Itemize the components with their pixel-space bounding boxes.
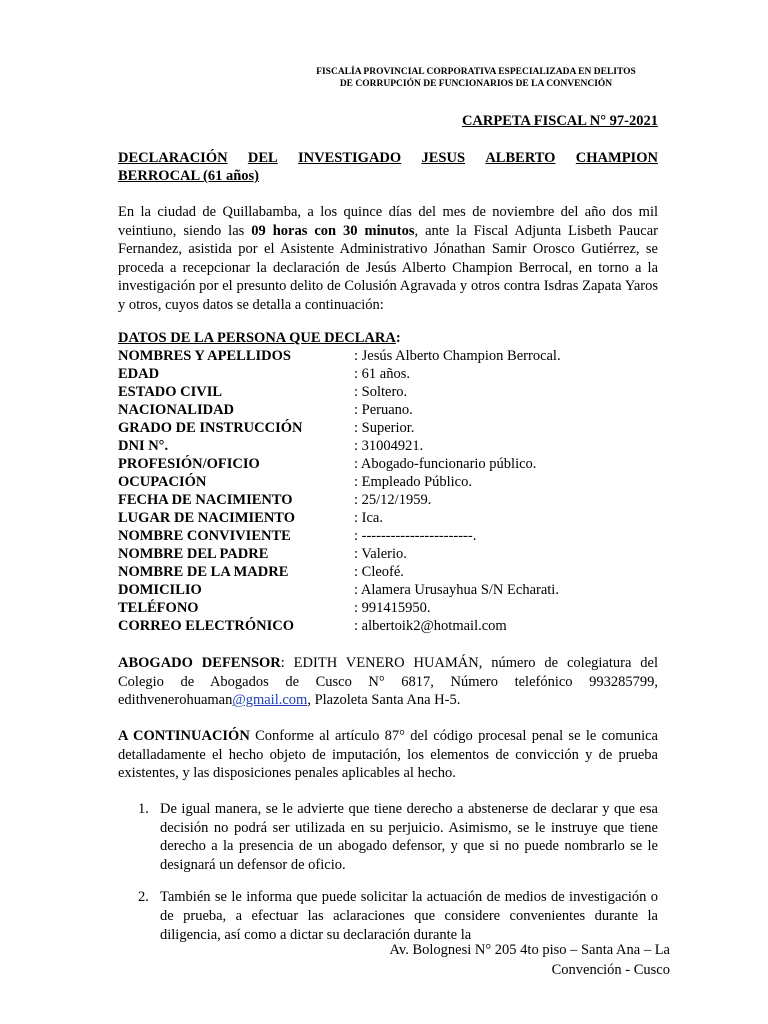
- title-line-2: BERROCAL (61 años): [118, 168, 259, 184]
- case-number: CARPETA FISCAL N° 97-2021: [461, 113, 658, 129]
- title-line-1: [118, 149, 658, 167]
- field-row: [118, 545, 658, 563]
- field-row: [118, 473, 658, 491]
- field-value: : Cleofé.: [354, 564, 404, 580]
- title-word: INVESTIGADO: [298, 150, 402, 166]
- title-word: JESUS: [421, 150, 466, 166]
- field-label: TELÉFONO: [118, 600, 199, 616]
- field-row: [118, 383, 658, 401]
- footer-address-line-2: Convención - Cusco: [551, 962, 670, 978]
- field-value: : albertoik2@hotmail.com: [354, 618, 507, 634]
- field-label: DOMICILIO: [118, 582, 202, 598]
- field-value: : Superior.: [354, 420, 415, 436]
- field-label: LUGAR DE NACIMIENTO: [118, 510, 295, 526]
- header-line-2: DE CORRUPCIÓN DE FUNCIONARIOS DE LA CONVENCIÓN: [339, 79, 613, 89]
- field-value: : Jesús Alberto Champion Berrocal.: [354, 348, 561, 364]
- field-value: : Alamera Urusayhua S/N Echarati.: [354, 582, 559, 598]
- declarant-data-heading: [118, 329, 658, 347]
- defense-lawyer-label: ABOGADO DEFENSOR: [118, 655, 281, 671]
- field-label: NOMBRE CONVIVIENTE: [118, 528, 291, 544]
- field-label: NOMBRE DE LA MADRE: [118, 564, 289, 580]
- list-item: [118, 888, 658, 944]
- footer-address-line-1: Av. Bolognesi N° 205 4to piso – Santa Ana – La: [389, 942, 670, 958]
- field-value: : Empleado Público.: [354, 474, 472, 490]
- intro-time: 09 horas con 30 minutos: [251, 222, 415, 239]
- field-row: [118, 599, 658, 617]
- field-label: NACIONALIDAD: [118, 402, 235, 418]
- field-row: [118, 491, 658, 509]
- field-row: [118, 563, 658, 581]
- field-value: : Abogado-funcionario público.: [354, 456, 537, 472]
- field-label: PROFESIÓN/OFICIO: [118, 456, 260, 472]
- field-label: NOMBRES Y APELLIDOS: [118, 348, 291, 364]
- list-item-text: De igual manera, se le advierte que tiene derecho a abstenerse de declarar y que esa decisión no podrá ser utilizada en su perjuicio. Asimismo, se le instruye que tiene derecho a la presencia de un abogado defensor, y que si no puede nombrarlo se le designará un defensor de oficio.: [160, 801, 658, 873]
- declarant-data-heading-text: DATOS DE LA PERSONA QUE DECLARA: [118, 330, 396, 346]
- field-row: [118, 401, 658, 419]
- field-value: : 31004921.: [354, 438, 424, 454]
- list-item-text: También se le informa que puede solicitar la actuación de medios de investigación o de prueba, a efectuar las aclaraciones que considere convenientes durante la diligencia, así como a dictar su declaración durante la: [160, 889, 658, 943]
- field-row: [118, 527, 658, 545]
- list-item-number: 1.: [138, 801, 149, 817]
- field-label: EDAD: [118, 366, 160, 382]
- field-value: : 61 años.: [354, 366, 410, 382]
- title-word: DEL: [247, 150, 278, 166]
- defense-lawyer-email-link[interactable]: @gmail.com: [232, 692, 308, 709]
- continuation-text: Conforme al artículo 87° del código procesal penal se le comunica detalladamente el hecho objeto de imputación, los elementos de convicción y de prueba existentes, y las disposiciones penales aplicables al hecho.: [118, 728, 658, 782]
- declarant-data-heading-colon: :: [395, 330, 401, 346]
- field-label: OCUPACIÓN: [118, 474, 207, 490]
- field-row: [118, 509, 658, 527]
- field-label: DNI N°.: [118, 438, 169, 454]
- institution-header: [300, 66, 652, 90]
- field-label: ESTADO CIVIL: [118, 384, 223, 400]
- field-value: : Ica.: [354, 510, 383, 526]
- continuation-paragraph: [118, 727, 658, 783]
- title-word: ALBERTO: [485, 150, 556, 166]
- defense-lawyer-paragraph: [118, 654, 658, 710]
- field-row: [118, 437, 658, 455]
- title-word: CHAMPION: [575, 150, 658, 166]
- continuation-label: A CONTINUACIÓN: [118, 728, 250, 744]
- document-title: [118, 149, 658, 185]
- field-label: GRADO DE INSTRUCCIÓN: [118, 420, 303, 436]
- field-value: : 991415950.: [354, 600, 431, 616]
- intro-text-2: , ante la Fiscal Adjunta Lisbeth Paucar Fernandez, asistida por el Asistente Administrativo Jónathan Samir Orosco Gutiérrez, se proceda a recepcionar la declaración de Jesús Alberto Champion Berrocal, en torno a la investigación por el presunto delito de Colusión Agravada y otros contra Isdras Zapata Yaros y otros, cuyos datos se detalla a continuación:: [118, 222, 659, 313]
- field-label: NOMBRE DEL PADRE: [118, 546, 269, 562]
- field-row: [118, 581, 658, 599]
- field-label: CORREO ELECTRÓNICO: [118, 618, 295, 634]
- intro-text-1: En la ciudad de Quillabamba, a los quince días del mes de noviembre del año dos mil veintiuno, siendo las: [118, 204, 658, 239]
- field-row: [118, 419, 658, 437]
- defense-lawyer-text-1: : EDITH VENERO HUAMÁN, número de colegiatura del Colegio de Abogados de Cusco N° 6817, Número telefónico 993285799, edithvenerohuaman: [118, 655, 658, 709]
- field-label: FECHA DE NACIMIENTO: [118, 492, 293, 508]
- list-item: [118, 800, 658, 874]
- field-value: : -----------------------.: [354, 528, 477, 544]
- numbered-list: [118, 800, 658, 958]
- field-value: : 25/12/1959.: [354, 492, 432, 508]
- field-value: : Soltero.: [354, 384, 408, 400]
- title-word: DECLARACIÓN: [118, 150, 228, 166]
- intro-paragraph: [118, 203, 658, 315]
- list-item-number: 2.: [138, 889, 149, 906]
- field-row: [118, 455, 658, 473]
- field-row: [118, 617, 658, 635]
- page-footer: [330, 940, 670, 980]
- header-line-1: FISCALÍA PROVINCIAL CORPORATIVA ESPECIALIZADA EN DELITOS: [316, 67, 636, 77]
- field-value: : Peruano.: [354, 402, 413, 418]
- field-row: [118, 347, 658, 365]
- field-row: [118, 365, 658, 383]
- declarant-fields: [118, 347, 658, 635]
- defense-lawyer-text-2: , Plazoleta Santa Ana H-5.: [307, 692, 461, 709]
- field-value: : Valerio.: [354, 546, 407, 562]
